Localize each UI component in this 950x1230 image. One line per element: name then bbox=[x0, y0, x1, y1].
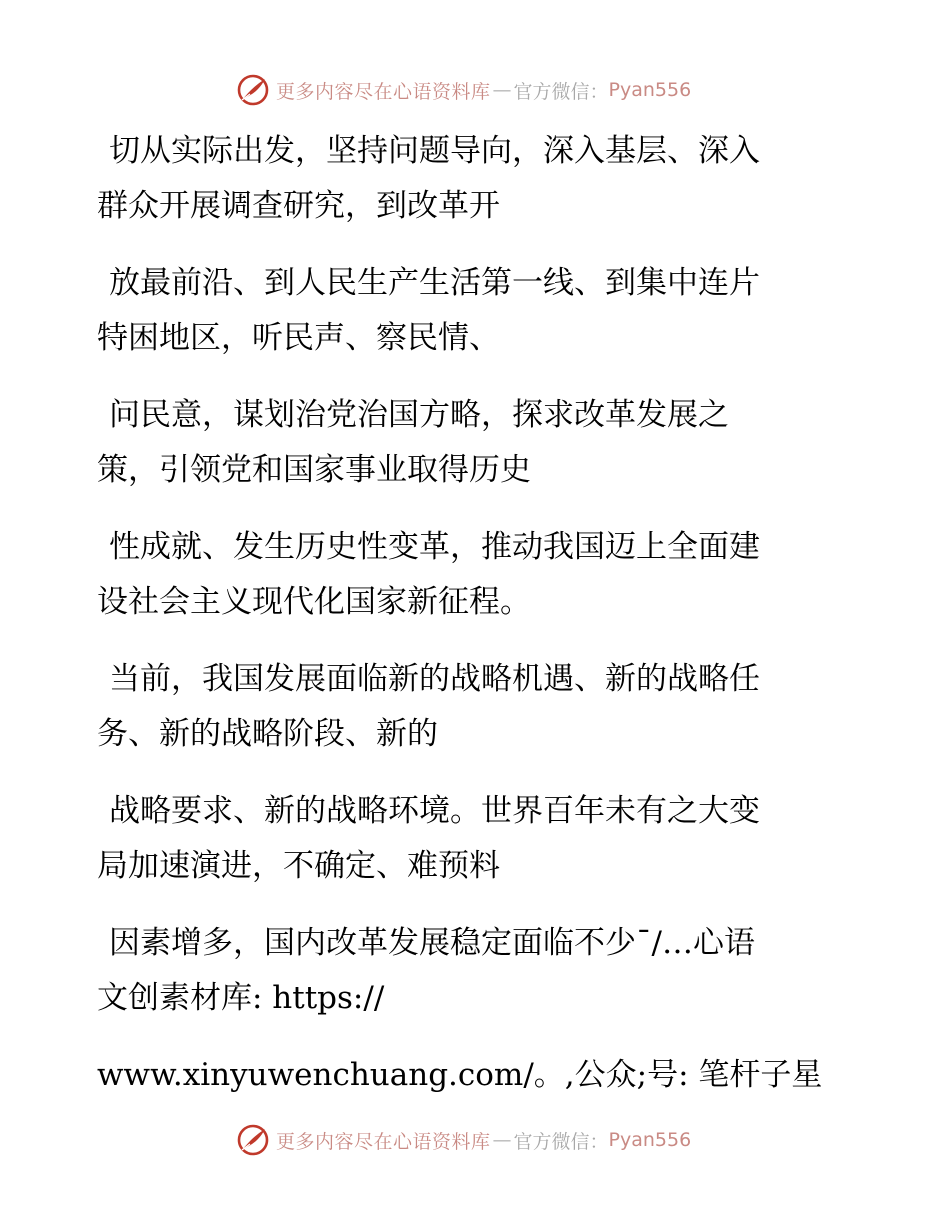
paragraph-line: 性成就、发生历史性变革，推动我国迈上全面建 bbox=[109, 529, 760, 565]
watermark-dash: — bbox=[492, 79, 512, 101]
paragraph bbox=[97, 520, 837, 630]
paragraph-line: 当前，我国发展面临新的战略机遇、新的战略任 bbox=[109, 661, 760, 697]
watermark-wechat-label: 官方微信： bbox=[513, 80, 609, 103]
paragraph-line: 切从实际出发，坚持问题导向，深入基层、深入 bbox=[109, 133, 760, 169]
watermark-wechat-id: Pyan556 bbox=[608, 1129, 692, 1151]
watermark-wechat-id: Pyan556 bbox=[608, 79, 692, 101]
paragraph-line: 设社会主义现代化国家新征程。 bbox=[97, 584, 531, 620]
quill-logo-icon bbox=[236, 73, 270, 107]
paragraph-line: 因素增多，国内改革发展稳定面临不少¯/…心语 bbox=[109, 925, 755, 961]
document-body bbox=[97, 124, 837, 1125]
watermark-dash: — bbox=[492, 1129, 512, 1151]
paragraph-line: 务、新的战略阶段、新的 bbox=[97, 716, 438, 752]
paragraph-line: 文创素材库: https:// bbox=[97, 980, 385, 1016]
watermark-brand-text: 更多内容尽在心语资料库 bbox=[276, 1130, 491, 1153]
quill-logo-icon bbox=[236, 1123, 270, 1157]
paragraph-line: 局加速演进，不确定、难预料 bbox=[97, 848, 500, 884]
paragraph bbox=[97, 784, 837, 894]
paragraph bbox=[97, 652, 837, 762]
paragraph bbox=[97, 916, 837, 1026]
header-watermark bbox=[236, 72, 756, 108]
paragraph-line: 策，引领党和国家事业取得历史 bbox=[97, 452, 531, 488]
paragraph-line: 问民意，谋划治党治国方略，探求改革发展之 bbox=[109, 397, 729, 433]
paragraph-line: 战略要求、新的战略环境。世界百年未有之大变 bbox=[109, 793, 760, 829]
footer-watermark bbox=[236, 1122, 756, 1158]
paragraph-line: www.xinyuwenchuang.com/。,公众;号: 笔杆子星 bbox=[97, 1057, 823, 1093]
paragraph bbox=[97, 124, 837, 234]
paragraph-line: 特困地区，听民声、察民情、 bbox=[97, 320, 500, 356]
paragraph bbox=[97, 256, 837, 366]
paragraph bbox=[97, 1048, 837, 1103]
watermark-brand-text: 更多内容尽在心语资料库 bbox=[276, 80, 491, 103]
paragraph-line: 群众开展调查研究，到改革开 bbox=[97, 188, 500, 224]
paragraph bbox=[97, 388, 837, 498]
paragraph-line: 放最前沿、到人民生产生活第一线、到集中连片 bbox=[109, 265, 760, 301]
watermark-wechat-label: 官方微信： bbox=[513, 1130, 609, 1153]
